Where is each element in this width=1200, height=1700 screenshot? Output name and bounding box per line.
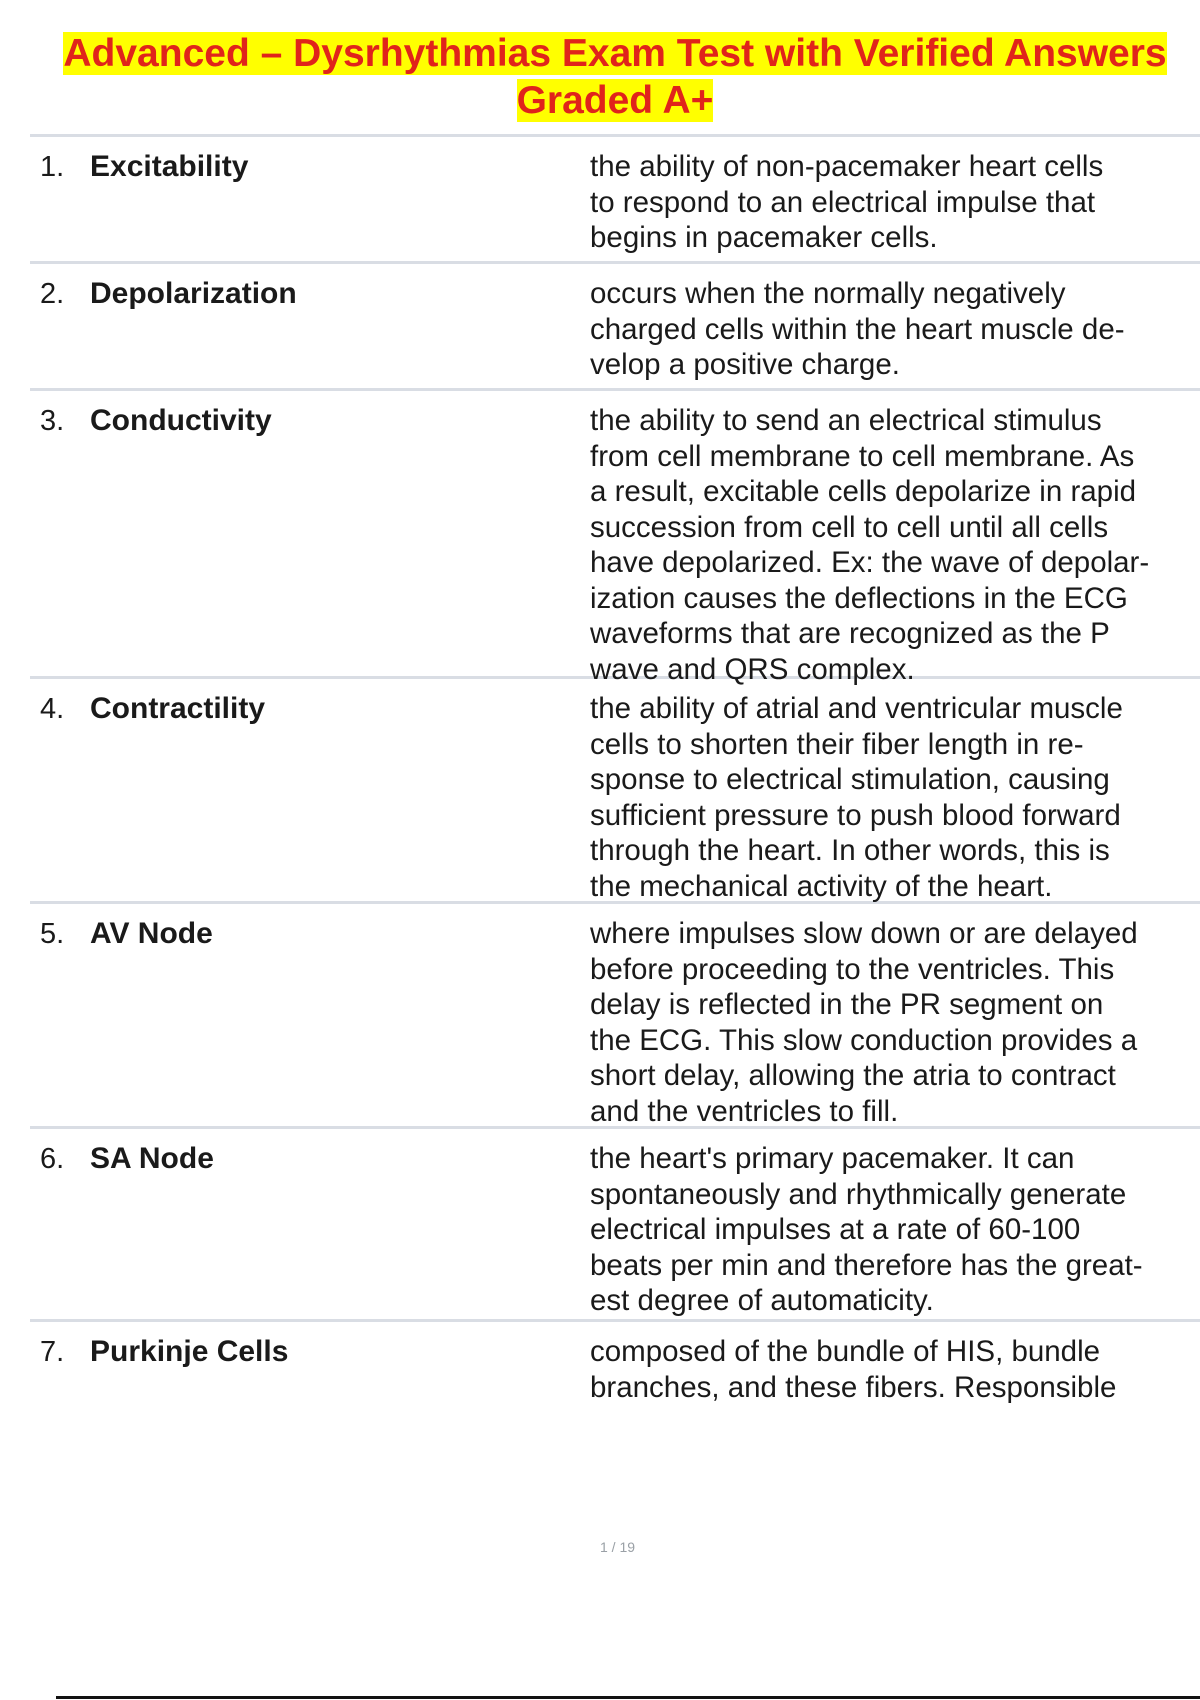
definition-text	[590, 1141, 1190, 1319]
definition-line: the ability of atrial and ventricular muscle	[590, 692, 1123, 725]
definition-line: have depolarized. Ex: the wave of depolar-	[590, 546, 1150, 579]
definition-line: est degree of automaticity.	[590, 1284, 934, 1317]
definition-line: the heart's primary pacemaker. It can	[590, 1142, 1075, 1175]
definition-text	[590, 403, 1190, 686]
row-number: 2.	[40, 278, 65, 310]
term-text: AV Node	[90, 917, 213, 950]
table-row	[30, 679, 1200, 904]
table-row	[30, 904, 1200, 1129]
table-row	[30, 264, 1200, 391]
row-number: 5.	[40, 918, 65, 950]
row-number: 1.	[40, 151, 65, 183]
row-number: 4.	[40, 693, 65, 725]
definition-line: charged cells within the heart muscle de-	[590, 312, 1125, 346]
term-text: Excitability	[90, 150, 249, 183]
term-text: Purkinje Cells	[90, 1335, 289, 1368]
definition-line: through the heart. In other words, this is	[590, 834, 1110, 867]
definition-line: composed of the bundle of HIS, bundle	[590, 1335, 1101, 1368]
definition-line: from cell membrane to cell membrane. As	[590, 439, 1135, 473]
definition-line: sufficient pressure to push blood forward	[590, 798, 1121, 832]
term-text: SA Node	[90, 1142, 214, 1175]
table-row	[30, 137, 1200, 264]
term-text: Conductivity	[90, 404, 272, 437]
table-row	[30, 1322, 1200, 1442]
row-number: 6.	[40, 1143, 65, 1175]
definition-line: begins in pacemaker cells.	[590, 221, 938, 254]
title-line-2: Graded A+	[516, 79, 714, 122]
definition-text	[590, 149, 1190, 261]
flashcard-table	[30, 134, 1200, 1442]
definition-line: the ability of non-pacemaker heart cells	[590, 150, 1104, 183]
term-text: Depolarization	[90, 277, 297, 310]
definition-line: and the ventricles to fill.	[590, 1094, 899, 1128]
definition-line: electrical impulses at a rate of 60-100	[590, 1213, 1081, 1246]
definition-line: delay is reflected in the PR segment on	[590, 988, 1104, 1021]
definition-text	[590, 691, 1190, 901]
definition-text	[590, 276, 1190, 388]
row-number: 7.	[40, 1336, 65, 1368]
definition-line: where impulses slow down or are delayed	[590, 917, 1138, 950]
term-text: Contractility	[90, 692, 266, 725]
document-title	[30, 30, 1200, 124]
definition-line: waveforms that are recognized as the P	[590, 617, 1110, 650]
definition-line: succession from cell to cell until all cells	[590, 510, 1109, 544]
definition-line: branches, and these fibers. Responsible	[590, 1370, 1117, 1404]
definition-line: before proceeding to the ventricles. This	[590, 952, 1115, 986]
definition-line: short delay, allowing the atria to contract	[590, 1059, 1116, 1092]
row-number: 3.	[40, 405, 65, 437]
definition-line: sponse to electrical stimulation, causing	[590, 763, 1110, 796]
page-bottom-rule	[56, 1696, 1200, 1699]
definition-line: beats per min and therefore has the great-	[590, 1248, 1143, 1282]
definition-line: spontaneously and rhythmically generate	[590, 1177, 1127, 1211]
definition-line: ization causes the deflections in the ECG	[590, 581, 1128, 615]
definition-line: the mechanical activity of the heart.	[590, 869, 1053, 903]
definition-line: wave and QRS complex.	[590, 652, 915, 686]
title-line-1: Advanced – Dysrhythmias Exam Test with Verified Answers	[63, 32, 1167, 75]
definition-line: a result, excitable cells depolarize in rapid	[590, 475, 1137, 508]
table-row	[30, 391, 1200, 686]
definition-line: velop a positive charge.	[590, 348, 900, 381]
definition-text	[590, 916, 1190, 1126]
definition-line: the ECG. This slow conduction provides a	[590, 1023, 1138, 1057]
page-number: 1 / 19	[599, 1539, 636, 1555]
definition-line: to respond to an electrical impulse that	[590, 185, 1096, 219]
table-row	[30, 1129, 1200, 1322]
definition-text	[590, 1334, 1190, 1442]
definition-line: cells to shorten their fiber length in re-	[590, 727, 1084, 761]
definition-line: the ability to send an electrical stimulus	[590, 404, 1102, 437]
definition-line: occurs when the normally negatively	[590, 277, 1066, 310]
